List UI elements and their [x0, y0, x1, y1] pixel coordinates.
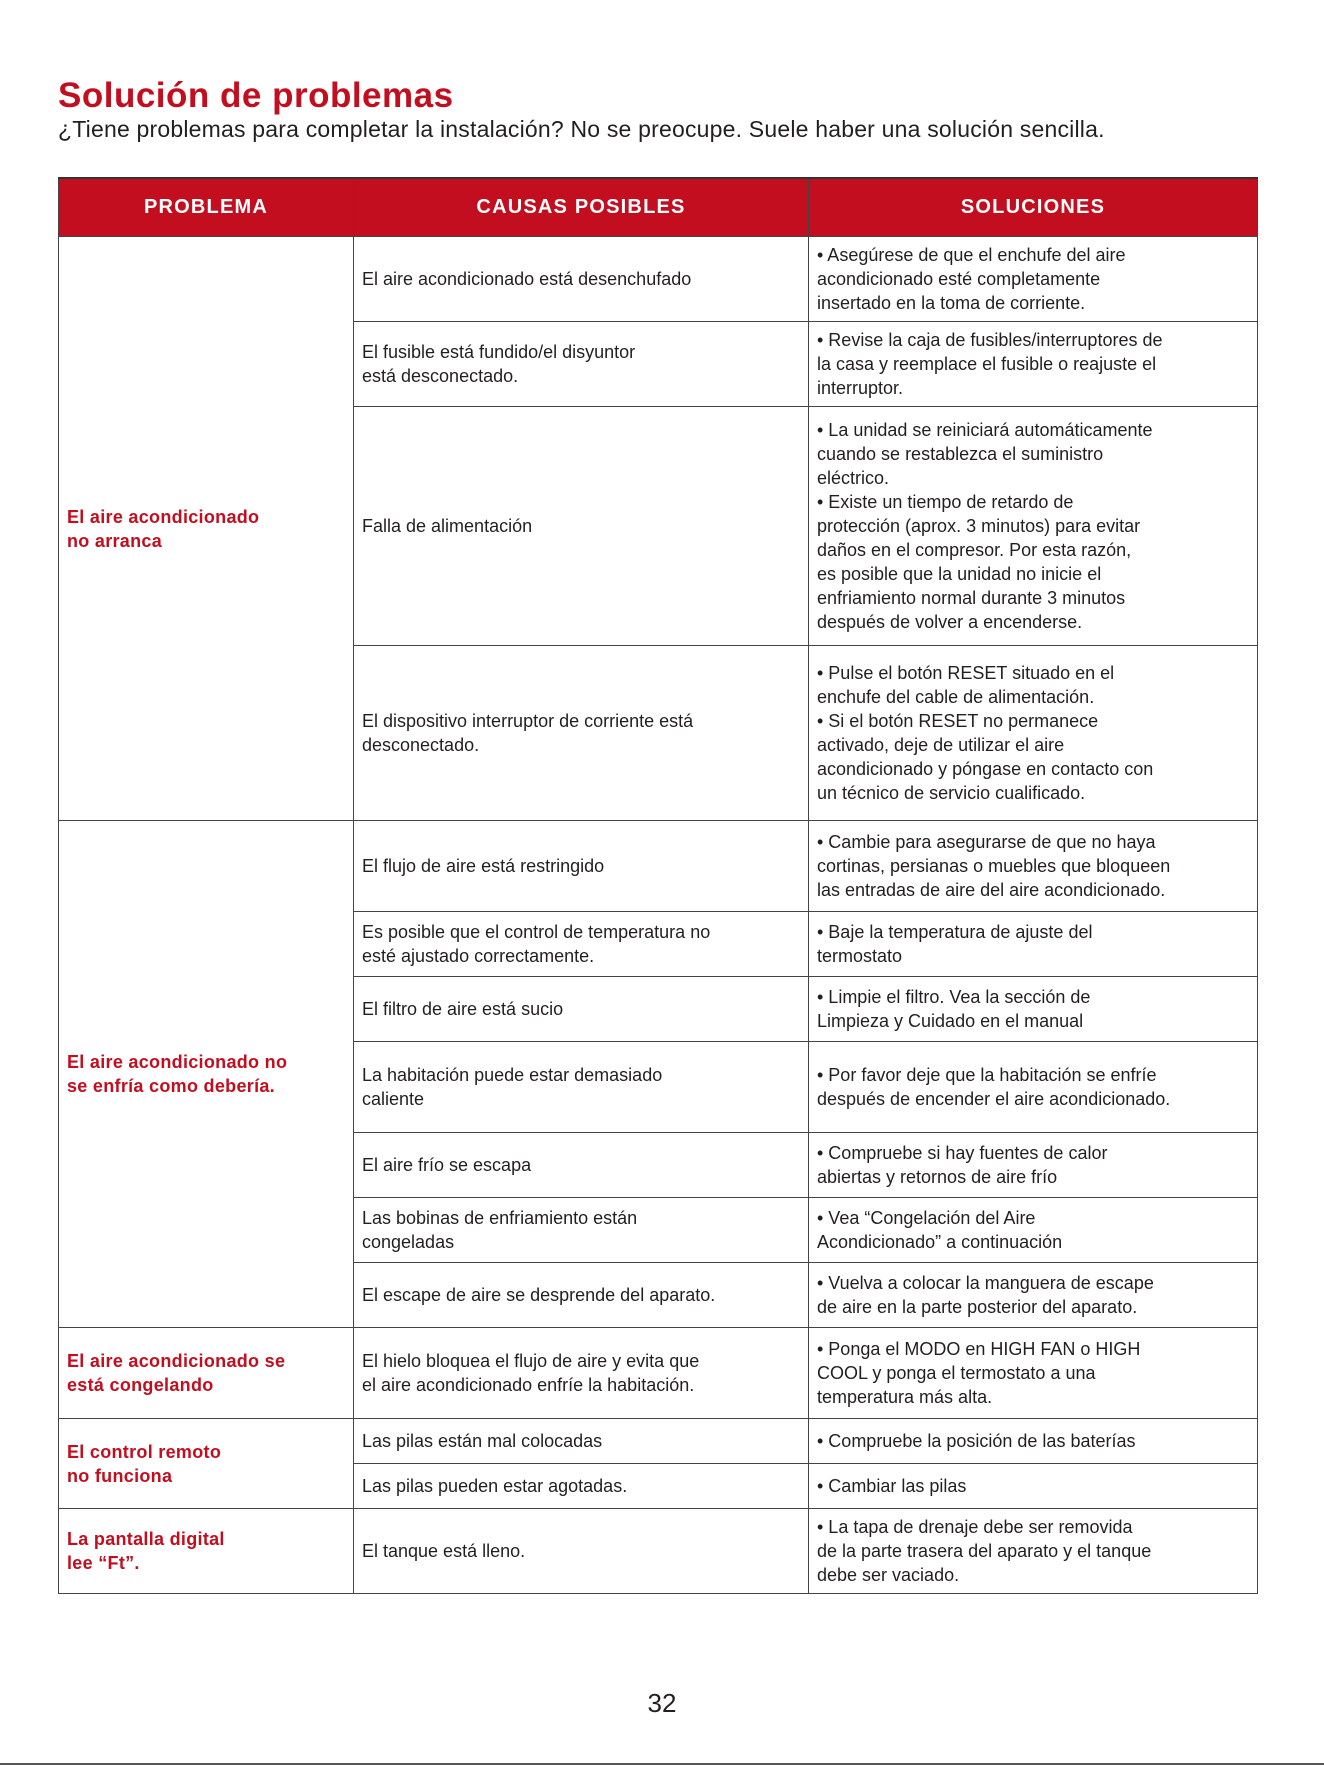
- cause-text: Falla de alimentación: [362, 516, 533, 536]
- cause-cell: [354, 1464, 809, 1509]
- cause-text: El dispositivo interruptor de corriente está desconectado.: [362, 711, 694, 755]
- cause-text: El aire acondicionado está desenchufado: [362, 269, 692, 289]
- solution-cell: [809, 1042, 1258, 1133]
- cause-cell: [354, 1328, 809, 1419]
- cause-cell: [354, 237, 809, 322]
- problem-label: El aire acondicionado no arranca: [67, 506, 260, 551]
- cause-cell: [354, 821, 809, 912]
- problem-cell: [59, 1419, 354, 1509]
- solution-text: • Cambie para asegurarse de que no haya cortinas, persianas o muebles que bloqueen las entradas de aire del aire acondicionado.: [817, 832, 1171, 900]
- cause-cell: [354, 1263, 809, 1328]
- table-row: [59, 821, 1258, 912]
- solution-cell: [809, 912, 1258, 977]
- cause-cell: [354, 1419, 809, 1464]
- solution-text: • Revise la caja de fusibles/interruptores de la casa y reemplace el fusible o reajuste el interruptor.: [817, 330, 1163, 398]
- cause-cell: [354, 1509, 809, 1594]
- cause-text: El flujo de aire está restringido: [362, 856, 605, 876]
- solution-text: • Asegúrese de que el enchufe del aire acondicionado esté completamente insertado en la toma de corriente.: [817, 245, 1126, 313]
- cause-text: Las bobinas de enfriamiento están congeladas: [362, 1208, 638, 1252]
- solution-cell: [809, 977, 1258, 1042]
- solution-text: • La unidad se reiniciará automáticamente cuando se restablezca el suministro eléctrico. • Existe un tiempo de retardo de protección (aprox. 3 minutos) para evitar daños en el compresor. Por esta razón, es posible que la unidad no inicie el enfriamiento normal durante 3 minutos después de volver a encenderse.: [817, 420, 1153, 632]
- troubleshooting-table: [58, 177, 1258, 1594]
- cause-text: Es posible que el control de temperatura no esté ajustado correctamente.: [362, 922, 711, 966]
- cause-text: El filtro de aire está sucio: [362, 999, 564, 1019]
- problem-cell: [59, 1328, 354, 1419]
- solution-text: • Pulse el botón RESET situado en el enchufe del cable de alimentación. • Si el botón RESET no permanece activado, deje de utilizar el aire acondicionado y póngase en contacto con un técnico de servicio cualificado.: [817, 663, 1154, 803]
- header-problema: PROBLEMA: [59, 178, 354, 237]
- page-number: 32: [647, 1688, 677, 1718]
- table-header-row: [59, 178, 1258, 237]
- cause-text: El hielo bloquea el flujo de aire y evita que el aire acondicionado enfríe la habitación.: [362, 1351, 700, 1395]
- cause-text: La habitación puede estar demasiado caliente: [362, 1065, 663, 1109]
- solution-cell: [809, 237, 1258, 322]
- solution-cell: [809, 407, 1258, 646]
- table-row: [59, 1419, 1258, 1464]
- cause-cell: [354, 1042, 809, 1133]
- cause-text: Las pilas están mal colocadas: [362, 1431, 603, 1451]
- cause-text: El aire frío se escapa: [362, 1155, 532, 1175]
- problem-label: El aire acondicionado se está congelando: [67, 1351, 286, 1395]
- problem-label: El control remoto no funciona: [67, 1441, 222, 1486]
- solution-cell: [809, 1419, 1258, 1464]
- solution-text: • Cambiar las pilas: [817, 1476, 967, 1496]
- problem-cell: [59, 821, 354, 1328]
- solution-text: • Vea “Congelación del Aire Acondicionado” a continuación: [817, 1208, 1063, 1252]
- solution-text: • Limpie el filtro. Vea la sección de Limpieza y Cuidado en el manual: [817, 987, 1091, 1031]
- solution-cell: [809, 646, 1258, 821]
- cause-cell: [354, 407, 809, 646]
- solution-text: • Compruebe si hay fuentes de calor abiertas y retornos de aire frío: [817, 1143, 1108, 1187]
- solution-cell: [809, 1328, 1258, 1419]
- solution-cell: [809, 1133, 1258, 1198]
- cause-cell: [354, 977, 809, 1042]
- table-row: [59, 1328, 1258, 1419]
- cause-text: Las pilas pueden estar agotadas.: [362, 1476, 628, 1496]
- problem-label: El aire acondicionado no se enfría como debería.: [67, 1052, 288, 1096]
- header-causas-posibles: CAUSAS POSIBLES: [354, 178, 809, 237]
- table-row: [59, 1509, 1258, 1594]
- solution-cell: [809, 1198, 1258, 1263]
- problem-cell: [59, 237, 354, 821]
- cause-cell: [354, 646, 809, 821]
- table-row: [59, 237, 1258, 322]
- cause-cell: [354, 1133, 809, 1198]
- solution-cell: [809, 1263, 1258, 1328]
- solution-text: • Por favor deje que la habitación se enfríe después de encender el aire acondicionado.: [817, 1065, 1171, 1109]
- solution-text: • Ponga el MODO en HIGH FAN o HIGH COOL y ponga el termostato a una temperatura más alta.: [817, 1339, 1141, 1407]
- cause-text: El fusible está fundido/el disyuntor está desconectado.: [362, 342, 636, 386]
- solution-text: • Baje la temperatura de ajuste del termostato: [817, 922, 1093, 966]
- page-subtitle: ¿Tiene problemas para completar la instalación? No se preocupe. Suele haber una solución sencilla.: [58, 116, 1105, 142]
- solution-cell: [809, 821, 1258, 912]
- solution-cell: [809, 1464, 1258, 1509]
- cause-text: El escape de aire se desprende del aparato.: [362, 1285, 716, 1305]
- cause-cell: [354, 322, 809, 407]
- cause-text: El tanque está lleno.: [362, 1541, 526, 1561]
- solution-cell: [809, 322, 1258, 407]
- solution-cell: [809, 1509, 1258, 1594]
- page-title: Solución de problemas: [58, 76, 454, 115]
- solution-text: • La tapa de drenaje debe ser removida de la parte trasera del aparato y el tanque debe ser vaciado.: [817, 1517, 1152, 1585]
- cause-cell: [354, 912, 809, 977]
- cause-cell: [354, 1198, 809, 1263]
- problem-cell: [59, 1509, 354, 1594]
- problem-label: La pantalla digital lee “Ft”.: [67, 1529, 225, 1573]
- header-soluciones: SOLUCIONES: [809, 178, 1258, 237]
- solution-text: • Compruebe la posición de las baterías: [817, 1431, 1136, 1451]
- solution-text: • Vuelva a colocar la manguera de escape de aire en la parte posterior del aparato.: [817, 1273, 1154, 1317]
